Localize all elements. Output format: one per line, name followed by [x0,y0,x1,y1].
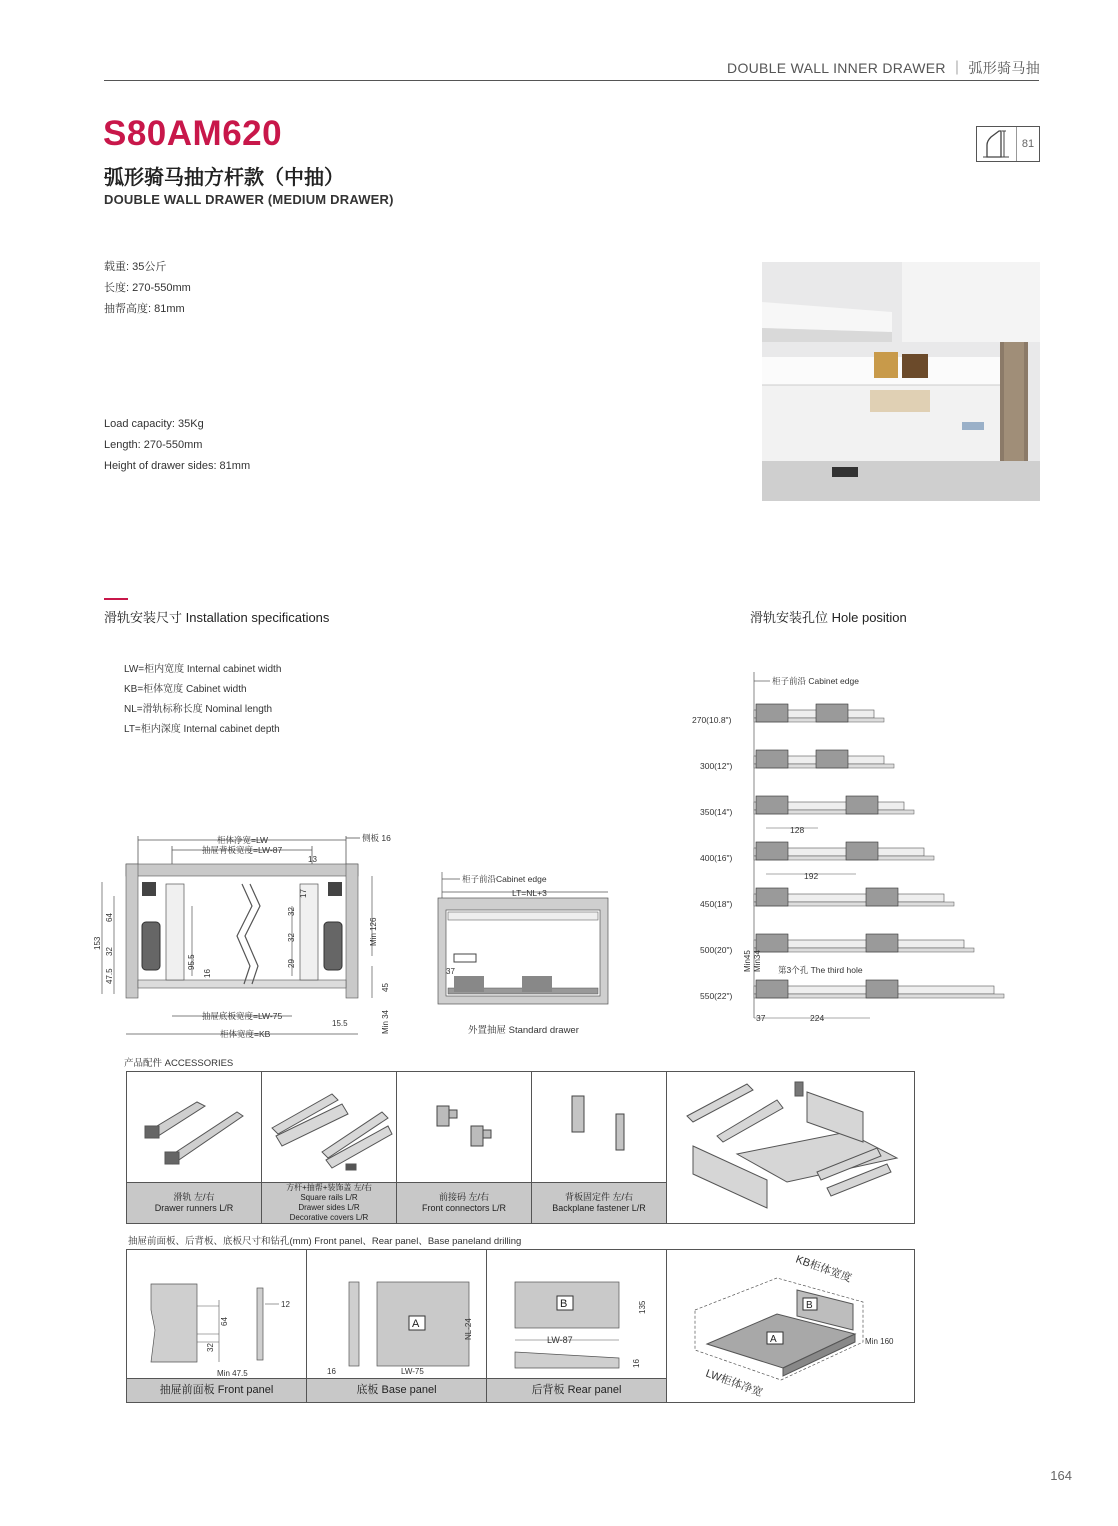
iso-lw-label: LW柜体净宽 [703,1367,765,1400]
acc-line: Drawer runners L/R [154,1203,234,1213]
badge-value: 81 [1021,138,1035,150]
front-view-drawing [92,826,402,1046]
side-panel-label: 侧板 16 [362,833,391,843]
rear-label-b: B [560,1298,568,1310]
rail-bracket [866,888,898,906]
dim-32b: 32 [287,933,296,942]
dim-224: 224 [810,1013,825,1023]
rail-bracket [846,842,878,860]
install-title: 滑轨安装尺寸 Installation specifications [104,610,330,625]
dim-29: 29 [287,959,296,968]
drawer-side-icon [977,127,1017,161]
product-name-en: DOUBLE WALL DRAWER (MEDIUM DRAWER) [104,192,394,207]
hole-edge-label: 柜子前沿 Cabinet edge [772,676,859,686]
dim-45: 45 [381,983,390,992]
len-450: 450(18") [700,899,733,909]
rail-bracket [756,980,788,998]
panel-front [127,1250,307,1402]
rail-bracket [866,934,898,952]
rail-bracket [756,704,788,722]
len-500: 500(20") [700,945,733,955]
header-divider [104,80,1039,81]
spec-line: 抽帮高度: 81mm [104,303,185,315]
len-350: 350(14") [700,807,733,817]
front-dim-min-47-5: Min 47.5 [217,1369,248,1378]
iso-label-b: B [806,1300,813,1311]
base-dim-lw-75: LW-75 [401,1367,424,1376]
rear-dim-16: 16 [632,1359,641,1368]
dim-153: 153 [93,936,102,950]
rear-dim-135: 135 [638,1300,647,1314]
lt-label: LT=NL+3 [512,888,547,898]
panel-caption: 后背板 Rear panel [531,1384,622,1396]
front-dim-32: 32 [206,1343,215,1352]
dim-32c: 32 [287,907,296,916]
dim-13: 13 [308,855,317,864]
acc-line: 滑轨 左/右 [173,1192,215,1202]
dim-64: 64 [105,913,114,922]
rail-bracket [846,796,878,814]
len-300: 300(12") [700,761,733,771]
bottom-width-label: 抽屉底板宽度=LW-75 [202,1011,283,1021]
legend-item: LT=柜内深度 Internal cabinet depth [124,724,280,735]
dim-min34: Min34 [753,950,762,972]
panels-title: 抽屉前面板、后背板、底板尺寸和钻孔(mm) Front panel、Rear panel、Base paneland drilling [128,1236,522,1247]
acc-line: Front connectors L/R [421,1203,507,1213]
iso-min-160: Min 160 [865,1337,894,1346]
dim-16: 16 [203,969,212,978]
front-dim-12: 12 [281,1300,290,1309]
cabinet-width-label: 柜体宽度=KB [220,1029,271,1039]
acc-line: Backplane fastener L/R [552,1203,646,1213]
net-width-label: 柜体净宽=LW [217,835,269,845]
dim-17: 17 [299,889,308,898]
third-hole-label: 第3个孔 The third hole [778,965,863,975]
acc-line: Square rails L/R [300,1193,358,1202]
dim-47-5: 47.5 [105,968,114,984]
len-550: 550(22") [700,991,733,1001]
dim-192: 192 [804,871,819,881]
legend-item: LW=柜内宽度 Internal cabinet width [124,664,282,675]
panels-table [126,1249,915,1403]
base-label-a: A [412,1318,420,1330]
rail-bracket [756,934,788,952]
panel-rear [487,1250,667,1402]
hole-title: 滑轨安装孔位 Hole position [750,610,907,625]
spec-line: Load capacity: 35Kg [104,418,204,430]
hole-position-drawing [690,668,1010,1028]
len-400: 400(16") [700,853,733,863]
spec-line: Height of drawer sides: 81mm [104,460,251,472]
accessories-title: 产品配件 ACCESSORIES [124,1058,234,1069]
iso-label-a: A [770,1334,777,1345]
rail-bracket [756,842,788,860]
acc-square-rails [262,1072,397,1223]
dim-95-5: 95.5 [187,954,196,970]
accessories-table [126,1071,915,1224]
legend-item: KB=柜体宽度 Cabinet width [124,684,247,695]
spec-line: Length: 270-550mm [104,439,203,451]
acc-backplane-fastener [532,1072,667,1223]
rail-bracket [816,750,848,768]
page-number: 164 [1050,1468,1072,1483]
dim-37: 37 [756,1013,766,1023]
section-accent [104,598,128,600]
side-height-badge [976,126,1040,162]
product-photo [762,262,1040,501]
rail-bracket [866,980,898,998]
acc-line: Decorative covers L/R [289,1213,369,1222]
acc-line: 方杆+抽帮+装饰盖 左/右 [286,1183,372,1192]
header-title: DOUBLE WALL INNER DRAWER ｜ 弧形骑马抽 [727,60,1040,76]
legend [124,660,281,740]
base-dim-nl-24: NL-24 [464,1318,473,1340]
spec-line: 载重: 35公斤 [104,261,167,273]
rail-bracket [756,796,788,814]
side-caption: 外置抽屉 Standard drawer [468,1025,579,1036]
panel-iso-assembly [667,1250,914,1402]
dim-min-34: Min 34 [381,1009,390,1034]
back-width-label: 抽屉背板宽度=LW-87 [202,845,283,855]
rail-bracket [756,888,788,906]
legend-item: NL=滑轨标称长度 Nominal length [124,704,273,715]
acc-drawer-runners [127,1072,262,1223]
dim-32: 32 [105,947,114,956]
dim-min45: Min45 [743,950,752,972]
product-model: S80AM620 [103,114,283,153]
iso-kb-label: KB柜体宽度 [793,1253,854,1285]
product-name-cn: 弧形骑马抽方杆款（中抽） [104,167,344,189]
side-dim-37: 37 [446,967,455,976]
acc-front-connectors [397,1072,532,1223]
specs-cn [104,257,191,320]
spec-line: 长度: 270-550mm [104,282,191,294]
rear-dim-lw-87: LW-87 [547,1335,573,1345]
acc-line: Drawer sides L/R [298,1203,360,1212]
panel-base [307,1250,487,1402]
panel-caption: 底板 Base panel [356,1384,437,1396]
side-view-drawing [432,868,622,1040]
base-dim-16: 16 [327,1367,336,1376]
acc-assembly-exploded [667,1072,914,1223]
len-270: 270(10.8") [692,715,732,725]
rail-bracket [756,750,788,768]
panel-caption: 抽屉前面板 Front panel [159,1384,274,1396]
dim-min-126: Min 126 [369,917,378,946]
side-edge-label: 柜子前沿Cabinet edge [462,874,547,884]
rail-rows [754,704,1004,998]
rail-bracket [816,704,848,722]
dim-128: 128 [790,825,805,835]
acc-line: 背板固定件 左/右 [564,1192,633,1202]
specs-en [104,414,250,477]
dim-15-5: 15.5 [332,1019,348,1028]
acc-line: 前接码 左/右 [438,1192,489,1202]
front-dim-64: 64 [220,1317,229,1326]
